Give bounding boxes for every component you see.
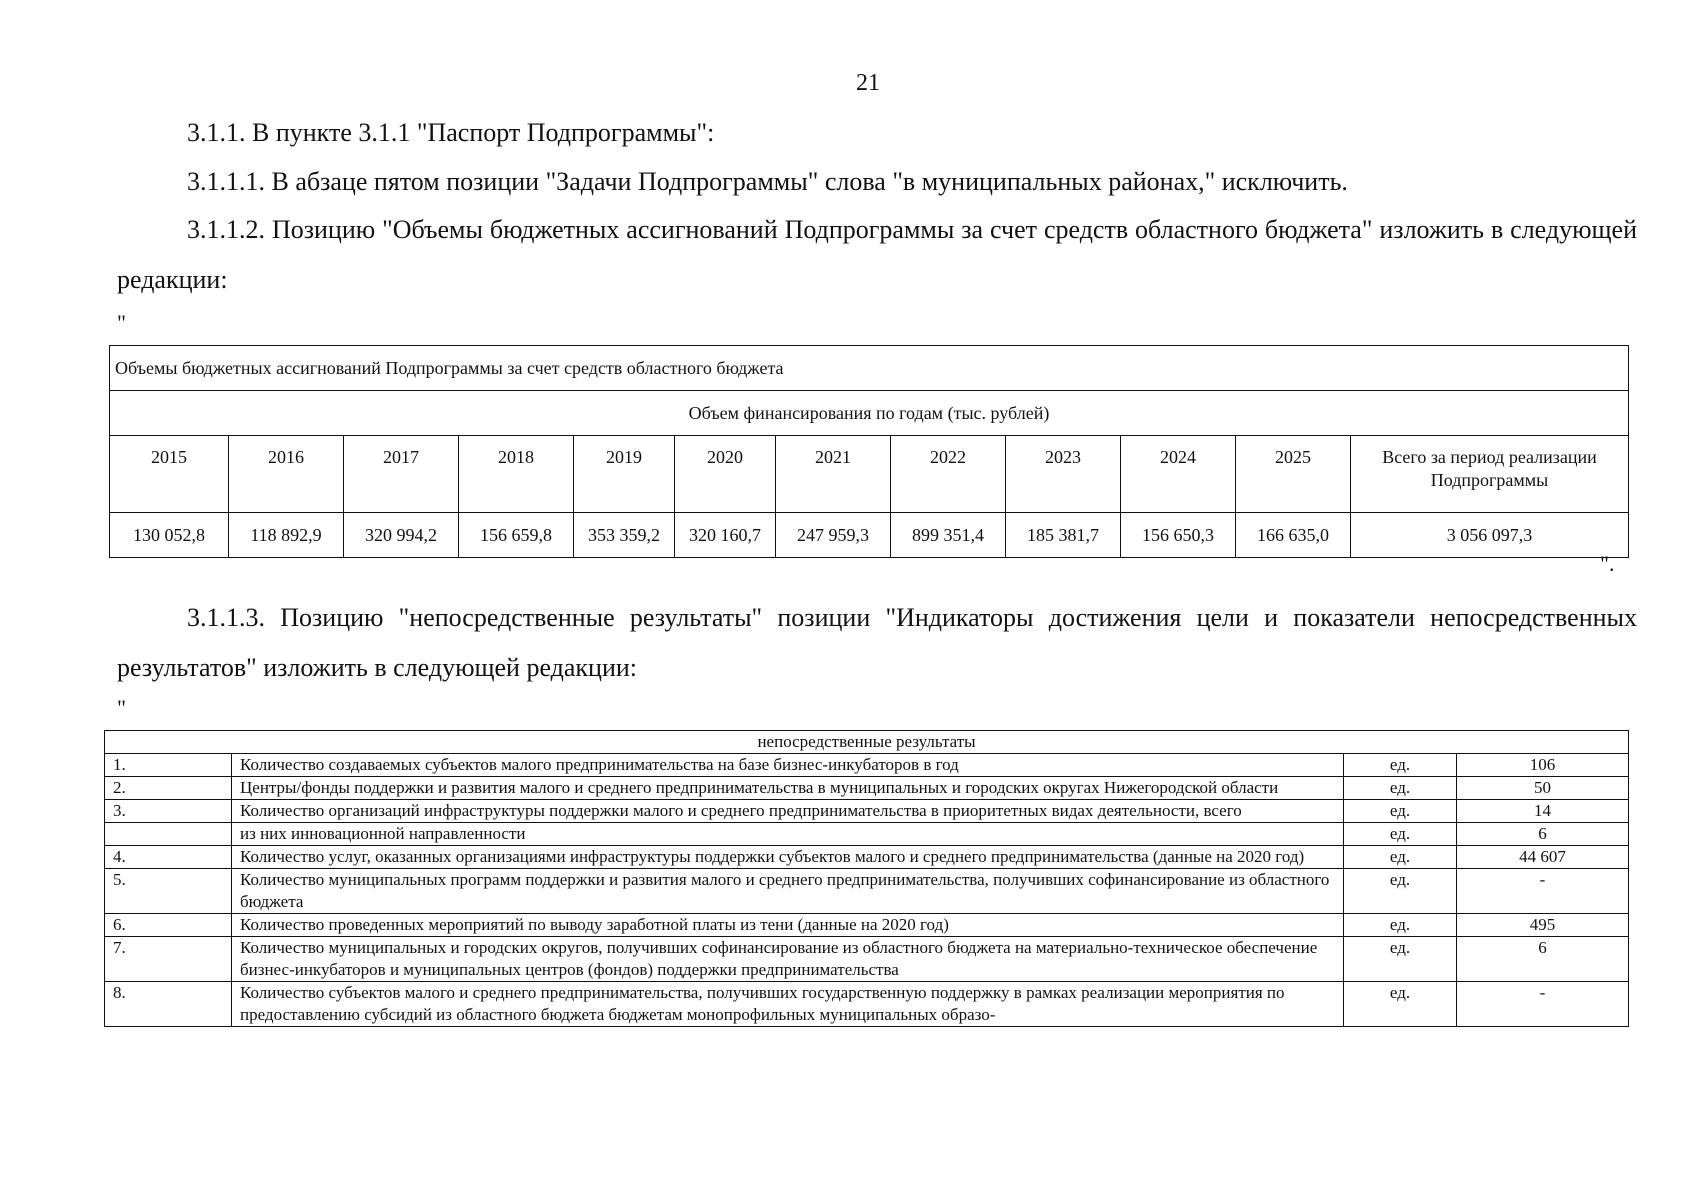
table-row [105, 869, 1629, 914]
row-value: - [1457, 869, 1629, 914]
year-cell: 2015 [110, 436, 229, 513]
row-unit: ед. [1344, 800, 1457, 823]
value-cell: 185 381,7 [1006, 513, 1121, 558]
value-cell: 166 635,0 [1236, 513, 1351, 558]
table-row [105, 846, 1629, 869]
year-cell: 2021 [776, 436, 891, 513]
total-value-cell: 3 056 097,3 [1351, 513, 1629, 558]
table-row [105, 937, 1629, 982]
row-value: 106 [1457, 754, 1629, 777]
value-cell: 899 351,4 [891, 513, 1006, 558]
paragraph-3-1-1-3 [117, 593, 1637, 693]
row-number: 5. [105, 869, 232, 914]
row-number [105, 823, 232, 846]
value-cell: 247 959,3 [776, 513, 891, 558]
year-cell: 2024 [1121, 436, 1236, 513]
table-row [105, 914, 1629, 937]
paragraph-text: 3.1.1.1. В абзаце пятом позиции "Задачи Подпрограммы" слова "в муниципальных районах," исключить. [187, 167, 1348, 196]
row-name: из них инновационной направленности [232, 823, 1344, 846]
year-cell: 2019 [574, 436, 675, 513]
row-number: 6. [105, 914, 232, 937]
budget-table-subtitle: Объем финансирования по годам (тыс. рублей) [110, 391, 1629, 436]
table-row [105, 800, 1629, 823]
opening-quote: " [117, 310, 126, 335]
paragraph-text: 3.1.1.3. Позицию "непосредственные результаты" позиции "Индикаторы достижения цели и показатели непосредственных результатов" изложить в следующей редакции: [117, 603, 1637, 682]
paragraph-body: 3.1.1.2. Позицию "Объемы бюджетных ассигнований Подпрограммы за счет средств областного бюджета" изложить в следующей редакции: [117, 215, 1637, 294]
budget-table [109, 345, 1629, 558]
row-unit: ед. [1344, 846, 1457, 869]
paragraph-3-1-1-2 [117, 205, 1637, 305]
row-name: Количество проведенных мероприятий по выводу заработной платы из тени (данные на 2020 год) [232, 914, 1344, 937]
paragraph-3-1-1-1 [117, 157, 1637, 207]
row-value: 6 [1457, 937, 1629, 982]
value-cell: 130 052,8 [110, 513, 229, 558]
row-unit: ед. [1344, 937, 1457, 982]
row-value: 495 [1457, 914, 1629, 937]
year-cell: 2022 [891, 436, 1006, 513]
results-table-header: непосредственные результаты [105, 731, 1629, 754]
paragraph-text: 3.1.1. В пункте 3.1.1 "Паспорт Подпрограммы": [187, 118, 715, 147]
row-number: 1. [105, 754, 232, 777]
row-number: 2. [105, 777, 232, 800]
row-number: 7. [105, 937, 232, 982]
row-value: 44 607 [1457, 846, 1629, 869]
row-name: Количество создаваемых субъектов малого предпринимательства на базе бизнес-инкубаторов в год [232, 754, 1344, 777]
row-unit: ед. [1344, 754, 1457, 777]
row-number: 4. [105, 846, 232, 869]
row-unit: ед. [1344, 914, 1457, 937]
opening-quote: " [117, 695, 126, 720]
value-row [110, 513, 1629, 558]
row-value: 14 [1457, 800, 1629, 823]
row-number: 8. [105, 982, 232, 1027]
row-name: Количество организаций инфраструктуры поддержки малого и среднего предпринимательства в приоритетных видах деятельности, всего [232, 800, 1344, 823]
year-header-row [110, 436, 1629, 513]
table-row [105, 754, 1629, 777]
row-unit: ед. [1344, 823, 1457, 846]
row-value: 50 [1457, 777, 1629, 800]
table-row [105, 777, 1629, 800]
row-name: Количество субъектов малого и среднего предпринимательства, получивших государственную поддержку в рамках реализации мероприятия по предоставлению субсидий из областного бюджета бюджетам монопрофильных муниципальных образо- [232, 982, 1344, 1027]
page-number: 21 [856, 70, 880, 96]
year-cell: 2020 [675, 436, 776, 513]
year-cell: 2016 [229, 436, 344, 513]
year-cell: 2018 [459, 436, 574, 513]
row-name: Количество муниципальных и городских округов, получивших софинансирование из областного бюджета на материально-техническое обеспечение бизнес-инкубаторов и муниципальных центров (фондов) поддержки предпринимательства [232, 937, 1344, 982]
table-row [105, 823, 1629, 846]
value-cell: 353 359,2 [574, 513, 675, 558]
row-unit: ед. [1344, 777, 1457, 800]
row-number: 3. [105, 800, 232, 823]
value-cell: 320 160,7 [675, 513, 776, 558]
paragraph-3-1-1 [117, 108, 1637, 158]
row-value: 6 [1457, 823, 1629, 846]
row-unit: ед. [1344, 982, 1457, 1027]
total-header-cell: Всего за период реализации Подпрограммы [1351, 436, 1629, 513]
row-name: Количество услуг, оказанных организациями инфраструктуры поддержки субъектов малого и среднего предпринимательства (данные на 2020 год) [232, 846, 1344, 869]
value-cell: 156 650,3 [1121, 513, 1236, 558]
row-name: Центры/фонды поддержки и развития малого и среднего предпринимательства в муниципальных и городских округах Нижегородской области [232, 777, 1344, 800]
budget-table-title: Объемы бюджетных ассигнований Подпрограммы за счет средств областного бюджета [110, 346, 1629, 391]
year-cell: 2017 [344, 436, 459, 513]
value-cell: 118 892,9 [229, 513, 344, 558]
value-cell: 156 659,8 [459, 513, 574, 558]
year-cell: 2023 [1006, 436, 1121, 513]
row-unit: ед. [1344, 869, 1457, 914]
value-cell: 320 994,2 [344, 513, 459, 558]
year-cell: 2025 [1236, 436, 1351, 513]
table-row [105, 982, 1629, 1027]
paragraph-text [117, 215, 1637, 294]
row-name: Количество муниципальных программ поддержки и развития малого и среднего предпринимательства, получивших софинансирование из областного бюджета [232, 869, 1344, 914]
row-value: - [1457, 982, 1629, 1027]
results-table [104, 730, 1629, 1027]
closing-quote: ". [1600, 551, 1615, 576]
